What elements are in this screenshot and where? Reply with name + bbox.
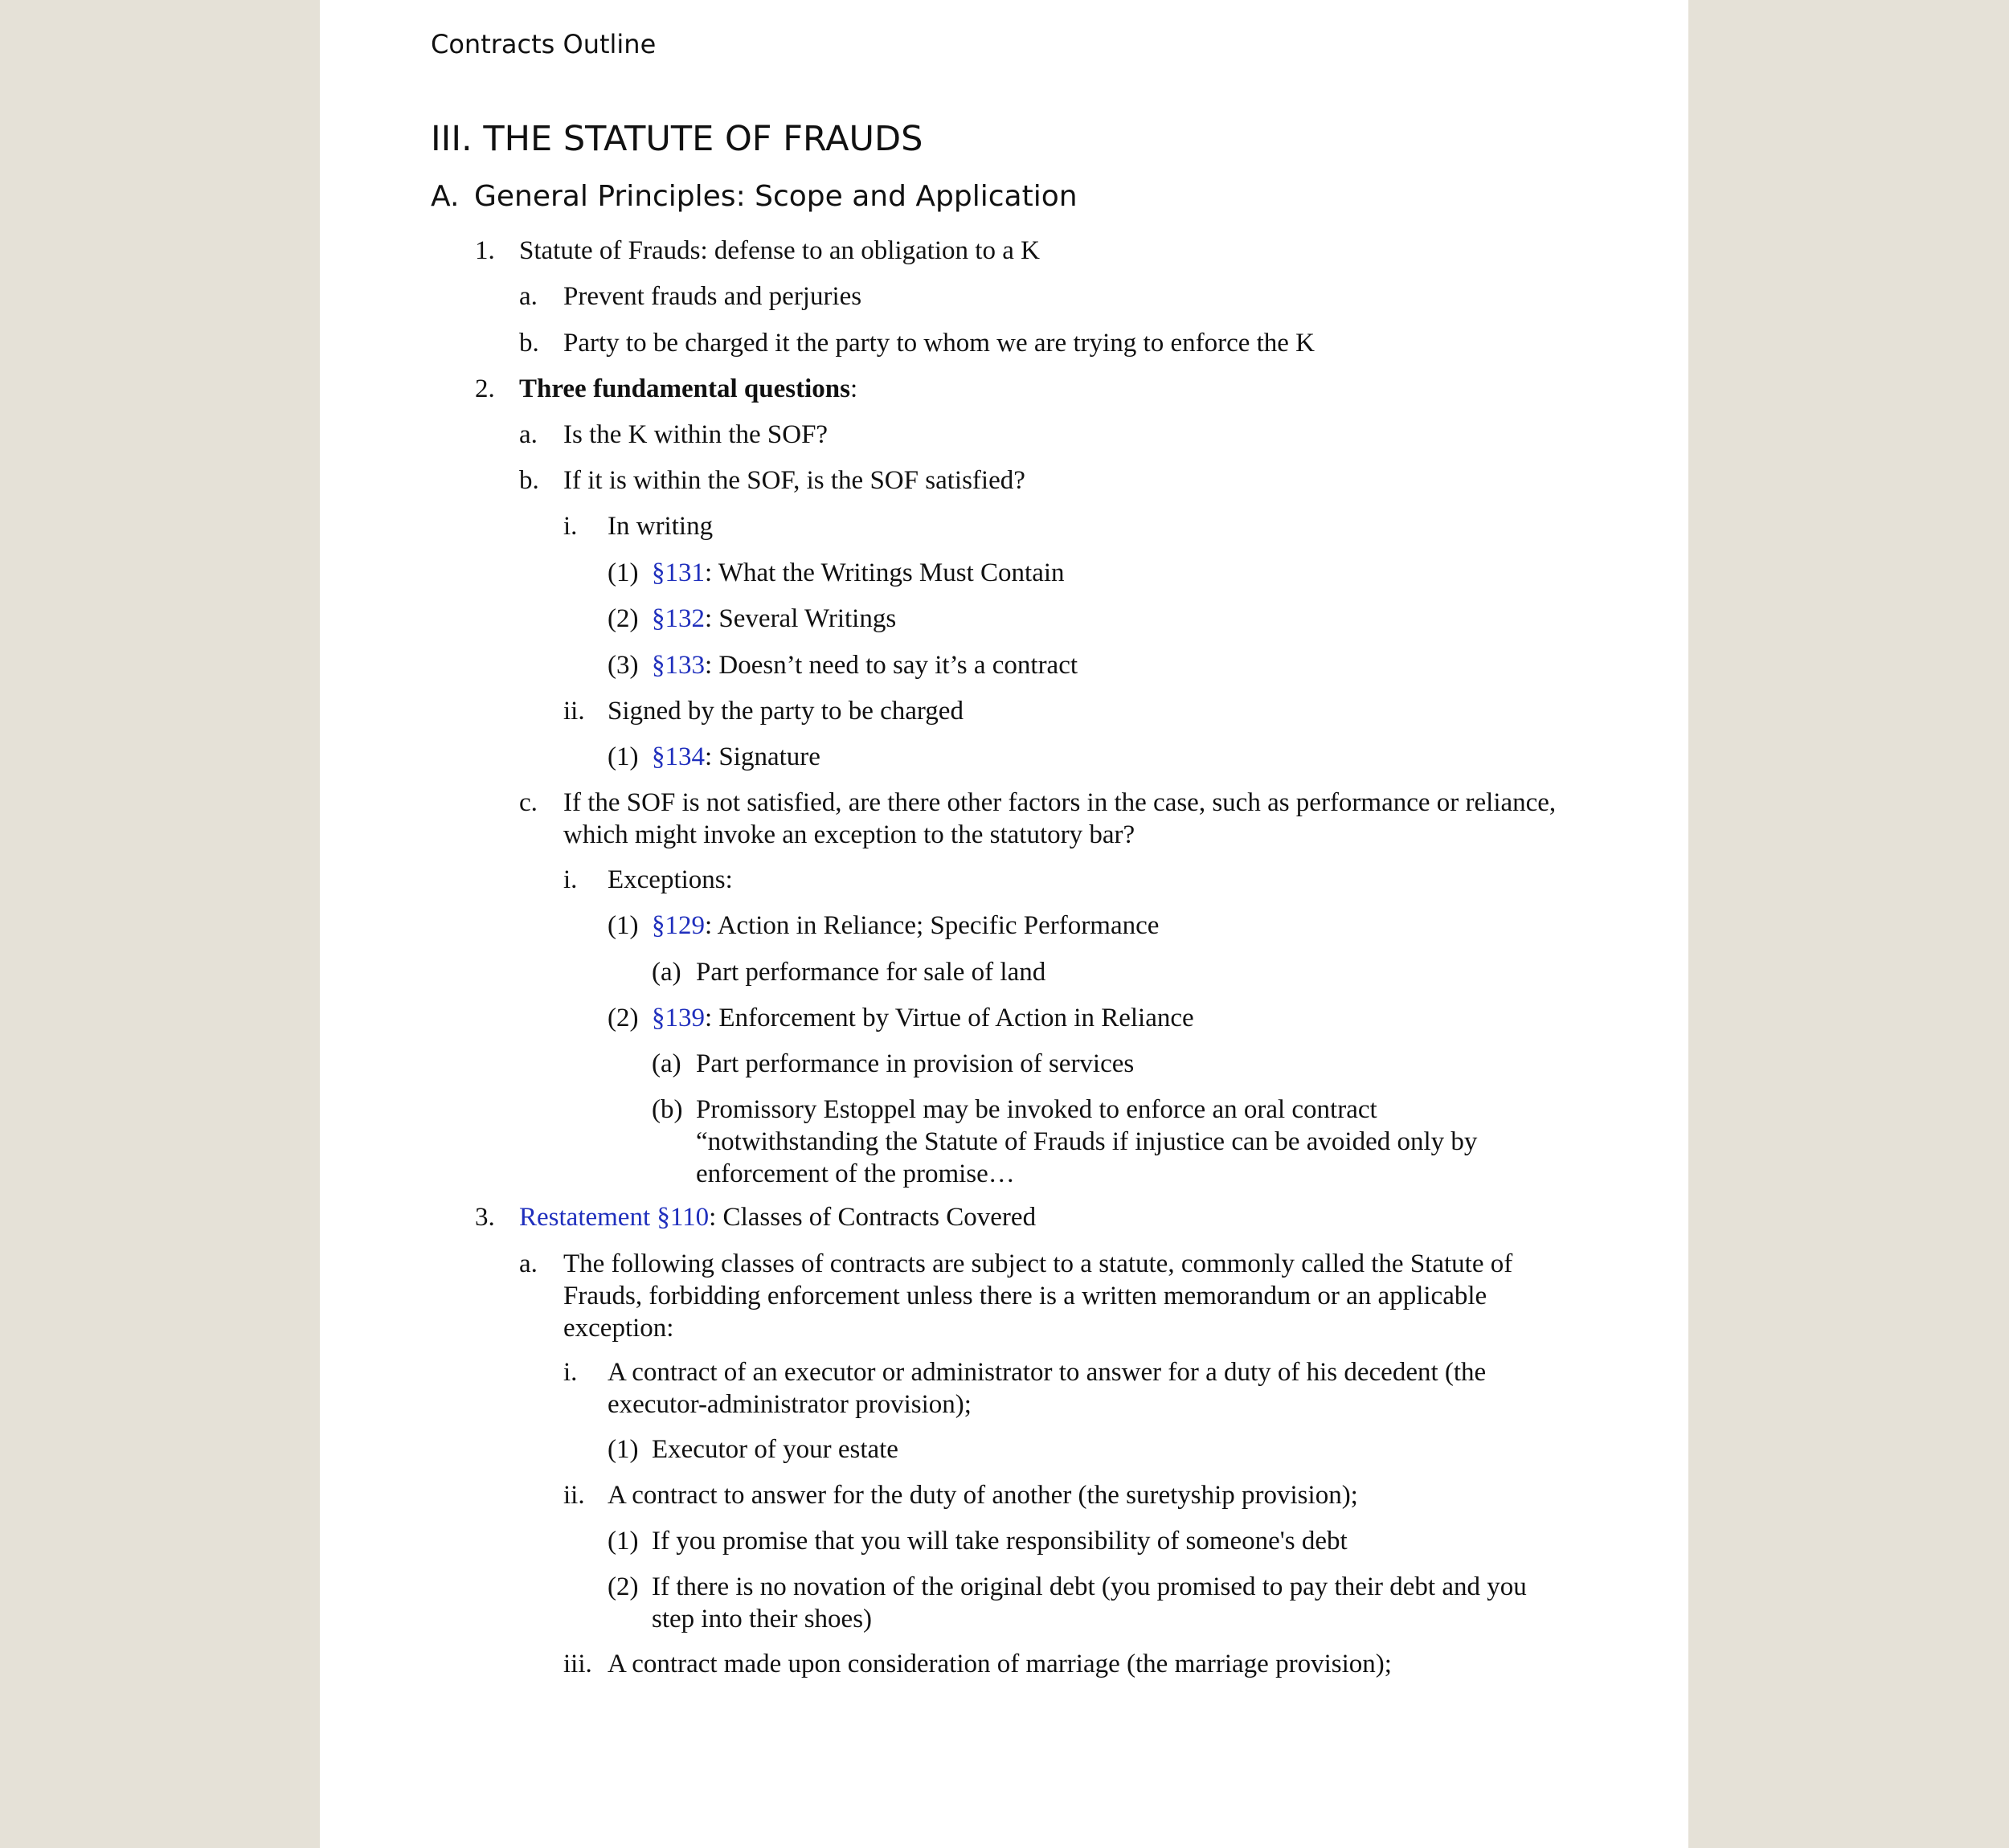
item-text: Executor of your estate [652, 1435, 898, 1464]
item-label: (2) [608, 604, 639, 633]
section-heading: III. THE STATUTE OF FRAUDS [431, 119, 923, 159]
item-text [652, 1571, 1527, 1635]
section-link[interactable]: §131 [652, 558, 705, 587]
item-text-suffix: : Enforcement by Virtue of Action in Reliance [705, 1004, 1194, 1032]
section-link[interactable]: §134 [652, 742, 705, 771]
item-text [696, 1094, 1477, 1190]
item-text [652, 910, 1159, 942]
item-label: (1) [608, 742, 639, 771]
item-label: (2) [608, 1004, 639, 1032]
subsection-heading [431, 180, 1078, 213]
item-text-line: step into their shoes) [652, 1605, 873, 1633]
subsection-number: A. [431, 180, 460, 213]
item-text [652, 1002, 1194, 1034]
item-text-line: executor-administrator provision); [608, 1390, 972, 1419]
item-text: Statute of Frauds: defense to an obligation to a K [519, 236, 1040, 265]
bold-text: Three fundamental questions [519, 374, 850, 403]
item-label: i. [563, 1358, 578, 1387]
item-text: Part performance for sale of land [696, 958, 1046, 987]
item-text [563, 1248, 1512, 1344]
item-text [652, 649, 1078, 681]
item-label: (1) [608, 558, 639, 587]
item-label: a. [519, 420, 538, 449]
item-text: If it is within the SOF, is the SOF satisfied? [563, 466, 1025, 495]
item-text-suffix: : Doesn’t need to say it’s a contract [705, 651, 1078, 680]
item-text-line: which might invoke an exception to the statutory bar? [563, 820, 1135, 849]
item-text [652, 741, 820, 773]
item-label: c. [519, 788, 538, 817]
item-label: ii. [563, 697, 585, 726]
item-text: A contract to answer for the duty of another (the suretyship provision); [608, 1481, 1358, 1510]
item-text-line: The following classes of contracts are subject to a statute, commonly called the Statute of [563, 1249, 1513, 1278]
item-text-suffix: : Signature [705, 742, 820, 771]
item-text-line: enforcement of the promise… [696, 1159, 1015, 1188]
item-text [652, 603, 896, 635]
subsection-title: General Principles: Scope and Application [474, 180, 1078, 213]
section-link[interactable]: §139 [652, 1004, 705, 1032]
item-text: Party to be charged it the party to whom we are trying to enforce the K [563, 329, 1315, 358]
item-label: (b) [652, 1095, 683, 1124]
item-text: Is the K within the SOF? [563, 420, 829, 449]
section-link[interactable]: §133 [652, 651, 705, 680]
item-text-line: Promissory Estoppel may be invoked to enforce an oral contract [696, 1095, 1377, 1124]
item-label: b. [519, 466, 539, 495]
section-link[interactable]: §129 [652, 911, 705, 940]
item-label: 3. [475, 1203, 495, 1232]
item-text-line: “notwithstanding the Statute of Frauds if injustice can be avoided only by [696, 1127, 1478, 1156]
item-text [563, 787, 1556, 851]
item-label: iii. [563, 1650, 592, 1678]
item-label: ii. [563, 1481, 585, 1510]
restatement-link[interactable]: Restatement §110 [519, 1203, 710, 1232]
item-label: i. [563, 865, 578, 894]
item-text: Part performance in provision of services [696, 1049, 1135, 1078]
item-text: Prevent frauds and perjuries [563, 282, 862, 311]
item-label: i. [563, 512, 578, 541]
item-label: 1. [475, 236, 495, 265]
item-text-suffix: : [849, 374, 858, 403]
item-text-line: exception: [563, 1314, 674, 1343]
item-label: (1) [608, 911, 639, 940]
item-label: 2. [475, 374, 495, 403]
item-text-line: A contract of an executor or administrator to answer for a duty of his decedent (the [608, 1358, 1487, 1387]
item-text-line: Frauds, forbidding enforcement unless there is a written memorandum or an applicable [563, 1282, 1487, 1310]
item-label: (a) [652, 1049, 681, 1078]
item-label: a. [519, 282, 538, 311]
item-text-suffix: : Action in Reliance; Specific Performance [705, 911, 1160, 940]
item-text [519, 1201, 1036, 1233]
document-page [320, 0, 1688, 1848]
page-header: Contracts Outline [431, 29, 657, 59]
item-text-suffix: : What the Writings Must Contain [705, 558, 1065, 587]
item-label: (3) [608, 651, 639, 680]
item-text: In writing [608, 512, 714, 541]
item-label: a. [519, 1249, 538, 1278]
item-text: Signed by the party to be charged [608, 697, 964, 726]
item-text-line: If the SOF is not satisfied, are there other factors in the case, such as performance or reliance, [563, 788, 1557, 817]
item-label: (2) [608, 1572, 639, 1601]
item-text-suffix: : Several Writings [705, 604, 897, 633]
item-label: (1) [608, 1527, 639, 1556]
item-text: If you promise that you will take responsibility of someone's debt [652, 1527, 1348, 1556]
item-text-suffix: : Classes of Contracts Covered [709, 1203, 1037, 1232]
item-text: Exceptions: [608, 865, 733, 894]
item-text [519, 373, 857, 405]
item-text-line: If there is no novation of the original debt (you promised to pay their debt and you [652, 1572, 1527, 1601]
item-text: A contract made upon consideration of marriage (the marriage provision); [608, 1650, 1392, 1678]
item-label: b. [519, 329, 539, 358]
item-text [652, 557, 1065, 589]
section-link[interactable]: §132 [652, 604, 705, 633]
item-text [608, 1356, 1486, 1421]
item-label: (1) [608, 1435, 639, 1464]
item-label: (a) [652, 958, 681, 987]
